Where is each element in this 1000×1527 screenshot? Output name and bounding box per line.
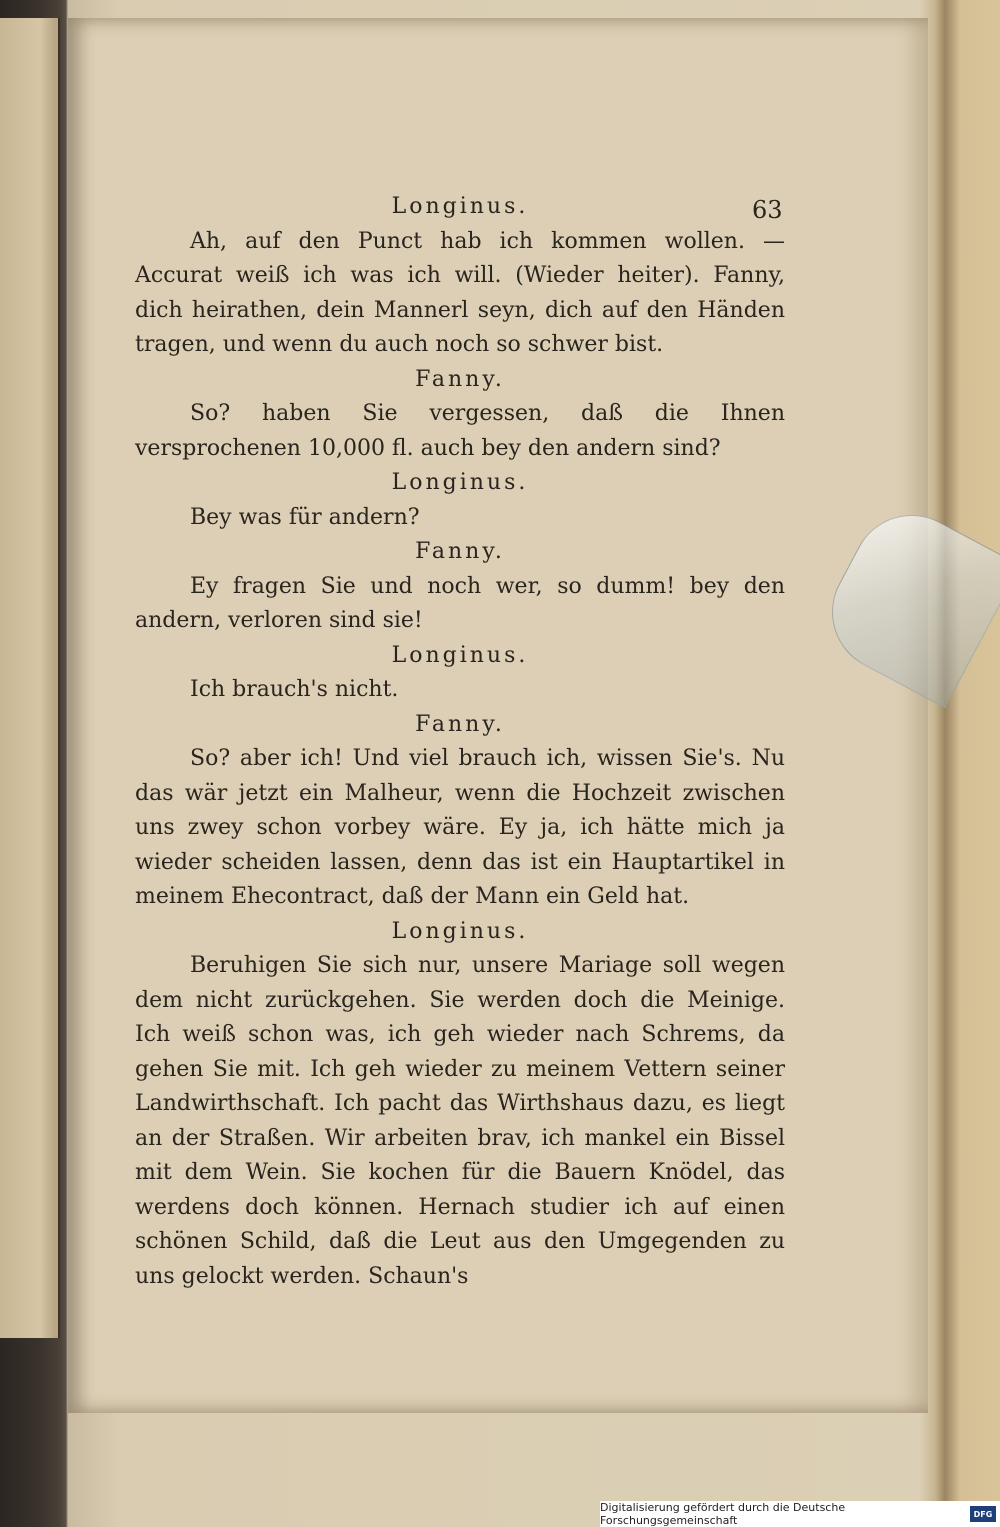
left-page-edge bbox=[0, 18, 60, 1338]
speaker-label: Longinus. bbox=[391, 642, 529, 668]
dialogue-paragraph: Ich brauch's nicht. bbox=[190, 677, 399, 702]
page-text bbox=[135, 190, 785, 1294]
speaker-label: Fanny. bbox=[415, 539, 505, 564]
speaker-label: Longinus. bbox=[391, 470, 529, 495]
dialogue-paragraph: Beruhigen Sie sich nur, unsere Mariage soll wegen dem nicht zurückgehen. Sie werden doch die Meinige. Ich weiß schon was, ich geh wieder nach Schrems, da gehen Sie mit. Ich geh wieder zu meinem Vettern seiner Landwirthschaft. Ich pacht das Wirthshaus dazu, es liegt an der Straßen. Wir arbeiten brav, ich mankel ein Bissel mit dem Wein. Sie kochen für die Bauern Knödel, das werdens doch können. Hernach studier ich auf einen schönen Schild, daß die Leut aus den Umgegenden zu uns gelockt werden. Schaun's bbox=[135, 953, 785, 1289]
funding-footer bbox=[600, 1501, 1000, 1527]
dialogue-paragraph: Bey was für andern? bbox=[190, 504, 420, 530]
dialogue-paragraph: So? haben Sie vergessen, daß die Ihnen versprochenen 10,000 fl. auch bey den andern sind? bbox=[135, 401, 785, 461]
dfg-logo-icon bbox=[970, 1506, 996, 1522]
speaker-label: Longinus. bbox=[391, 194, 529, 219]
dialogue-paragraph: Ah, auf den Punct hab ich kommen wollen. — Accurat weiß ich was ich will. (Wieder heiter). Fanny, dich heirathen, dein Mannerl seyn, dich auf den Händen tragen, und wenn du auch noch so schwer bist. bbox=[135, 228, 785, 357]
footer-text: Digitalisierung gefördert durch die Deutsche Forschungsgemeinschaft bbox=[600, 1501, 846, 1527]
speaker-label: Longinus. bbox=[391, 918, 529, 944]
speaker-label: Fanny. bbox=[415, 366, 505, 392]
speaker-label: Fanny. bbox=[415, 711, 505, 737]
page-number: 63 bbox=[752, 196, 783, 224]
dialogue-paragraph: Ey fragen Sie und noch wer, so dumm! bey den andern, verloren sind sie! bbox=[135, 573, 785, 633]
logo-text: DFG bbox=[973, 1509, 993, 1519]
dialogue-paragraph: So? aber ich! Und viel brauch ich, wissen Sie's. Nu das wär jetzt ein Malheur, wenn die Hochzeit zwischen uns zwey schon vorbey wäre. Ey ja, ich hätte mich ja wieder scheiden lassen, denn das ist ein Hauptartikel in meinem Ehecontract, daß der Mann ein Geld hat. bbox=[135, 746, 785, 909]
